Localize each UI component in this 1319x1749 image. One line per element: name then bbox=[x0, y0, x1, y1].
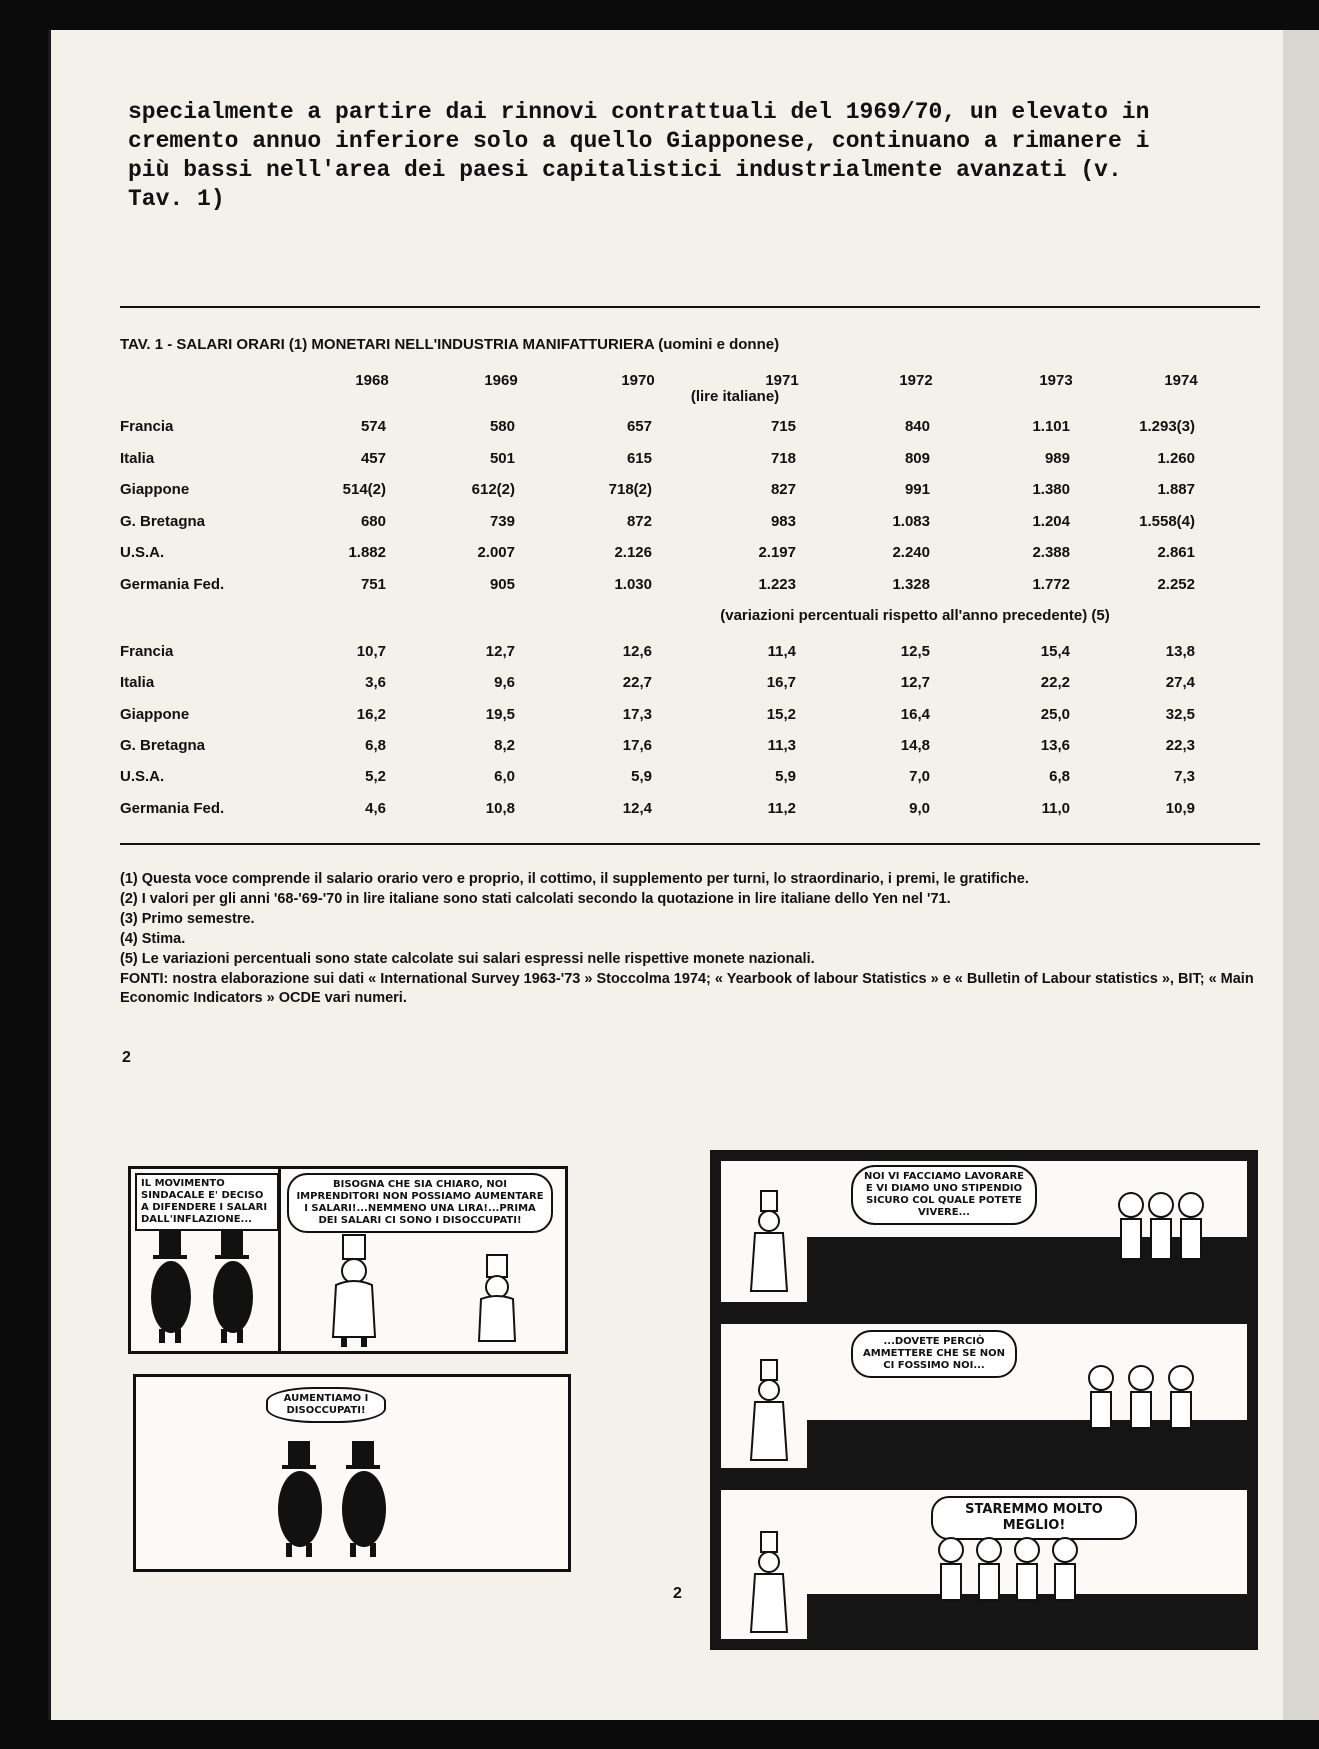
variation-label: (variazioni percentuali rispetto all'anno precedente) (5) bbox=[720, 607, 1110, 624]
table-cell: 17,6 bbox=[622, 737, 652, 754]
table-cell: 1.293(3) bbox=[1139, 418, 1195, 435]
table-cell: 32,5 bbox=[1165, 706, 1195, 723]
table-cell: 17,3 bbox=[622, 706, 652, 723]
note-3: (3) Primo semestre. bbox=[120, 911, 255, 927]
intro-paragraph: specialmente a partire dai rinnovi contrattuali del 1969/70, un elevato in cremento annuo inferiore solo a quello Giapponese, continuano a rimanere i più bassi nell'area dei paesi capitalistici industrialmente avanzati (v. Tav. 1) bbox=[128, 99, 1150, 212]
table-cell: 680 bbox=[360, 513, 386, 530]
table-cell: 1.328 bbox=[892, 576, 930, 593]
table-cell: 1.030 bbox=[614, 576, 652, 593]
table-cell: 2.126 bbox=[614, 544, 652, 561]
table-cell: 5,9 bbox=[775, 768, 796, 785]
page-number-top: 2 bbox=[122, 1049, 131, 1066]
table-cell: 739 bbox=[489, 513, 515, 530]
table-cell: 22,3 bbox=[1165, 737, 1195, 754]
table-cell: 657 bbox=[626, 418, 652, 435]
comic-panel-2 bbox=[278, 1166, 568, 1354]
table-cell: 840 bbox=[904, 418, 930, 435]
table-cell: 2.197 bbox=[758, 544, 796, 561]
comic-speech-2: BISOGNA CHE SIA CHIARO, NOI IMPRENDITORI NON POSSIAMO AUMENTARE I SALARI!...NEMMENO UNA LIRA!...PRIMA DEI SALARI CI SONO I DISOCCUPATI! bbox=[287, 1173, 553, 1233]
table-cell: 457 bbox=[360, 450, 386, 467]
table-cell: 1.260 bbox=[1157, 450, 1195, 467]
table-cell: 11,4 bbox=[767, 643, 796, 660]
businessmen-figures-3 bbox=[136, 1377, 568, 1569]
table-cell: 1.101 bbox=[1032, 418, 1070, 435]
table-row-country: Giappone bbox=[120, 481, 190, 498]
table-cell: 1.887 bbox=[1157, 481, 1195, 498]
table-cell: 1.083 bbox=[892, 513, 930, 530]
table-notes bbox=[120, 870, 1260, 1009]
table-cell: 5,2 bbox=[365, 768, 386, 785]
year-header: 1974 bbox=[1164, 372, 1198, 389]
comic-panel-6 bbox=[710, 1479, 1258, 1650]
businessmen-figures-1 bbox=[131, 1169, 281, 1351]
note-5: (5) Le variazioni percentuali sono state calcolate sui salari espressi nelle rispettive monete nazionali. bbox=[120, 951, 815, 967]
table-cell: 5,9 bbox=[631, 768, 652, 785]
table-cell: 905 bbox=[489, 576, 515, 593]
table-cell: 10,7 bbox=[356, 643, 386, 660]
comic-caption-1: IL MOVIMENTO SINDACALE E' DECISO A DIFENDERE I SALARI DALL'INFLAZIONE... bbox=[135, 1173, 279, 1231]
table-cell: 1.772 bbox=[1032, 576, 1070, 593]
table-cell: 13,6 bbox=[1040, 737, 1070, 754]
table-cell: 19,5 bbox=[485, 706, 515, 723]
table-row-country: Germania Fed. bbox=[120, 576, 225, 593]
table-row-country: Italia bbox=[120, 450, 155, 467]
sources: FONTI: nostra elaborazione sui dati « International Survey 1963-'73 » Stoccolma 1974; « Yearbook of labour Statistics » e « Bulletin of Labour statistics », BIT; « Main Economic Indicators » OCDE vari numeri. bbox=[120, 971, 1254, 1006]
table-cell: 2.252 bbox=[1157, 576, 1195, 593]
table-row-country: G. Bretagna bbox=[120, 737, 206, 754]
unit-label: (lire italiane) bbox=[690, 388, 780, 405]
table-top-rule bbox=[120, 306, 1260, 308]
table-row-country: U.S.A. bbox=[120, 544, 165, 561]
table-cell: 11,2 bbox=[767, 800, 796, 817]
table-cell: 9,0 bbox=[909, 800, 930, 817]
table-cell: 983 bbox=[770, 513, 796, 530]
table-cell: 1.223 bbox=[758, 576, 796, 593]
table-cell: 12,6 bbox=[622, 643, 652, 660]
table-cell: 580 bbox=[489, 418, 515, 435]
table-cell: 15,2 bbox=[766, 706, 796, 723]
table-row-country: G. Bretagna bbox=[120, 513, 206, 530]
table-row-country: Germania Fed. bbox=[120, 800, 225, 817]
table-cell: 989 bbox=[1044, 450, 1070, 467]
table-cell: 11,0 bbox=[1041, 800, 1070, 817]
table-bottom-rule bbox=[120, 843, 1260, 845]
table-cell: 6,0 bbox=[494, 768, 515, 785]
table-cell: 1.558(4) bbox=[1139, 513, 1195, 530]
table-cell: 3,6 bbox=[365, 674, 386, 691]
table-cell: 11,3 bbox=[767, 737, 796, 754]
table-cell: 4,6 bbox=[365, 800, 386, 817]
table-cell: 501 bbox=[489, 450, 515, 467]
table-cell: 25,0 bbox=[1040, 706, 1070, 723]
table-cell: 718(2) bbox=[608, 481, 652, 498]
page-number-bottom: 2 bbox=[673, 1585, 682, 1602]
table-cell: 6,8 bbox=[1049, 768, 1070, 785]
table-row-country: Italia bbox=[120, 674, 155, 691]
table-title: TAV. 1 - SALARI ORARI (1) MONETARI NELL'INDUSTRIA MANIFATTURIERA (uomini e donne) bbox=[120, 336, 780, 353]
year-header: 1972 bbox=[899, 372, 933, 389]
table-cell: 2.240 bbox=[892, 544, 930, 561]
note-2: (2) I valori per gli anni '68-'69-'70 in lire italiane sono stati calcolati secondo la quotazione in lire italiane dello Yen nel '71. bbox=[120, 891, 951, 907]
year-header: 1968 bbox=[355, 372, 389, 389]
table-cell: 872 bbox=[626, 513, 652, 530]
comic-panel-3 bbox=[133, 1374, 571, 1572]
table-cell: 12,7 bbox=[485, 643, 515, 660]
table-cell: 12,7 bbox=[900, 674, 930, 691]
table-row-country: Francia bbox=[120, 643, 174, 660]
table-cell: 718 bbox=[770, 450, 796, 467]
table-cell: 574 bbox=[360, 418, 386, 435]
table-cell: 13,8 bbox=[1165, 643, 1195, 660]
comic-speech-6: STAREMMO MOLTO MEGLIO! bbox=[931, 1496, 1137, 1540]
table-cell: 9,6 bbox=[494, 674, 515, 691]
table-cell: 1.380 bbox=[1032, 481, 1070, 498]
table-row-country: U.S.A. bbox=[120, 768, 165, 785]
table-cell: 12,4 bbox=[622, 800, 652, 817]
industrialist-and-workers-4 bbox=[721, 1161, 1247, 1302]
table-cell: 8,2 bbox=[494, 737, 515, 754]
table-cell: 10,9 bbox=[1165, 800, 1195, 817]
table-cell: 2.388 bbox=[1032, 544, 1070, 561]
table-cell: 14,8 bbox=[900, 737, 930, 754]
table-cell: 22,7 bbox=[622, 674, 652, 691]
table-cell: 612(2) bbox=[471, 481, 515, 498]
table-cell: 27,4 bbox=[1165, 674, 1195, 691]
table-row-country: Francia bbox=[120, 418, 174, 435]
table-cell: 991 bbox=[904, 481, 930, 498]
note-1: (1) Questa voce comprende il salario orario vero e proprio, il cottimo, il supplemento per turni, lo straordinario, i premi, le gratifiche. bbox=[120, 871, 1029, 887]
table-cell: 16,7 bbox=[766, 674, 796, 691]
table-cell: 751 bbox=[360, 576, 386, 593]
year-header: 1973 bbox=[1039, 372, 1073, 389]
comic-panel-5 bbox=[710, 1313, 1258, 1479]
note-4: (4) Stima. bbox=[120, 931, 186, 947]
table-cell: 7,3 bbox=[1174, 768, 1195, 785]
table-cell: 1.882 bbox=[348, 544, 386, 561]
industrialist-and-workers-5 bbox=[721, 1324, 1247, 1468]
table-cell: 827 bbox=[770, 481, 796, 498]
table-cell: 16,2 bbox=[356, 706, 386, 723]
comic-speech-4: NOI VI FACCIAMO LAVORARE E VI DIAMO UNO STIPENDIO SICURO COL QUALE POTETE VIVERE... bbox=[851, 1165, 1037, 1225]
table-cell: 615 bbox=[626, 450, 652, 467]
table-cell: 12,5 bbox=[900, 643, 930, 660]
table-cell: 809 bbox=[904, 450, 930, 467]
table-cell: 22,2 bbox=[1040, 674, 1070, 691]
table-cell: 10,8 bbox=[485, 800, 515, 817]
table-cell: 715 bbox=[770, 418, 796, 435]
table-cell: 514(2) bbox=[342, 481, 386, 498]
table-cell: 2.007 bbox=[477, 544, 515, 561]
industrialist-and-workers-6 bbox=[721, 1490, 1247, 1639]
year-header: 1971 bbox=[765, 372, 799, 389]
table-row-country: Giappone bbox=[120, 706, 190, 723]
comic-panel-4 bbox=[710, 1150, 1258, 1313]
comic-speech-3: AUMENTIAMO I DISOCCUPATI! bbox=[266, 1387, 386, 1423]
industrialist-figures-2 bbox=[281, 1169, 565, 1351]
year-header: 1969 bbox=[484, 372, 518, 389]
comic-speech-5: ...DOVETE PERCIÒ AMMETTERE CHE SE NON CI FOSSIMO NOI... bbox=[851, 1330, 1017, 1378]
table-cell: 15,4 bbox=[1040, 643, 1070, 660]
year-header: 1970 bbox=[621, 372, 655, 389]
table-cell: 6,8 bbox=[365, 737, 386, 754]
comic-panel-1 bbox=[128, 1166, 284, 1354]
table-cell: 2.861 bbox=[1157, 544, 1195, 561]
adjacent-page-edge bbox=[1283, 30, 1319, 1720]
table-cell: 1.204 bbox=[1032, 513, 1070, 530]
table-cell: 16,4 bbox=[900, 706, 930, 723]
table-cell: 7,0 bbox=[909, 768, 930, 785]
